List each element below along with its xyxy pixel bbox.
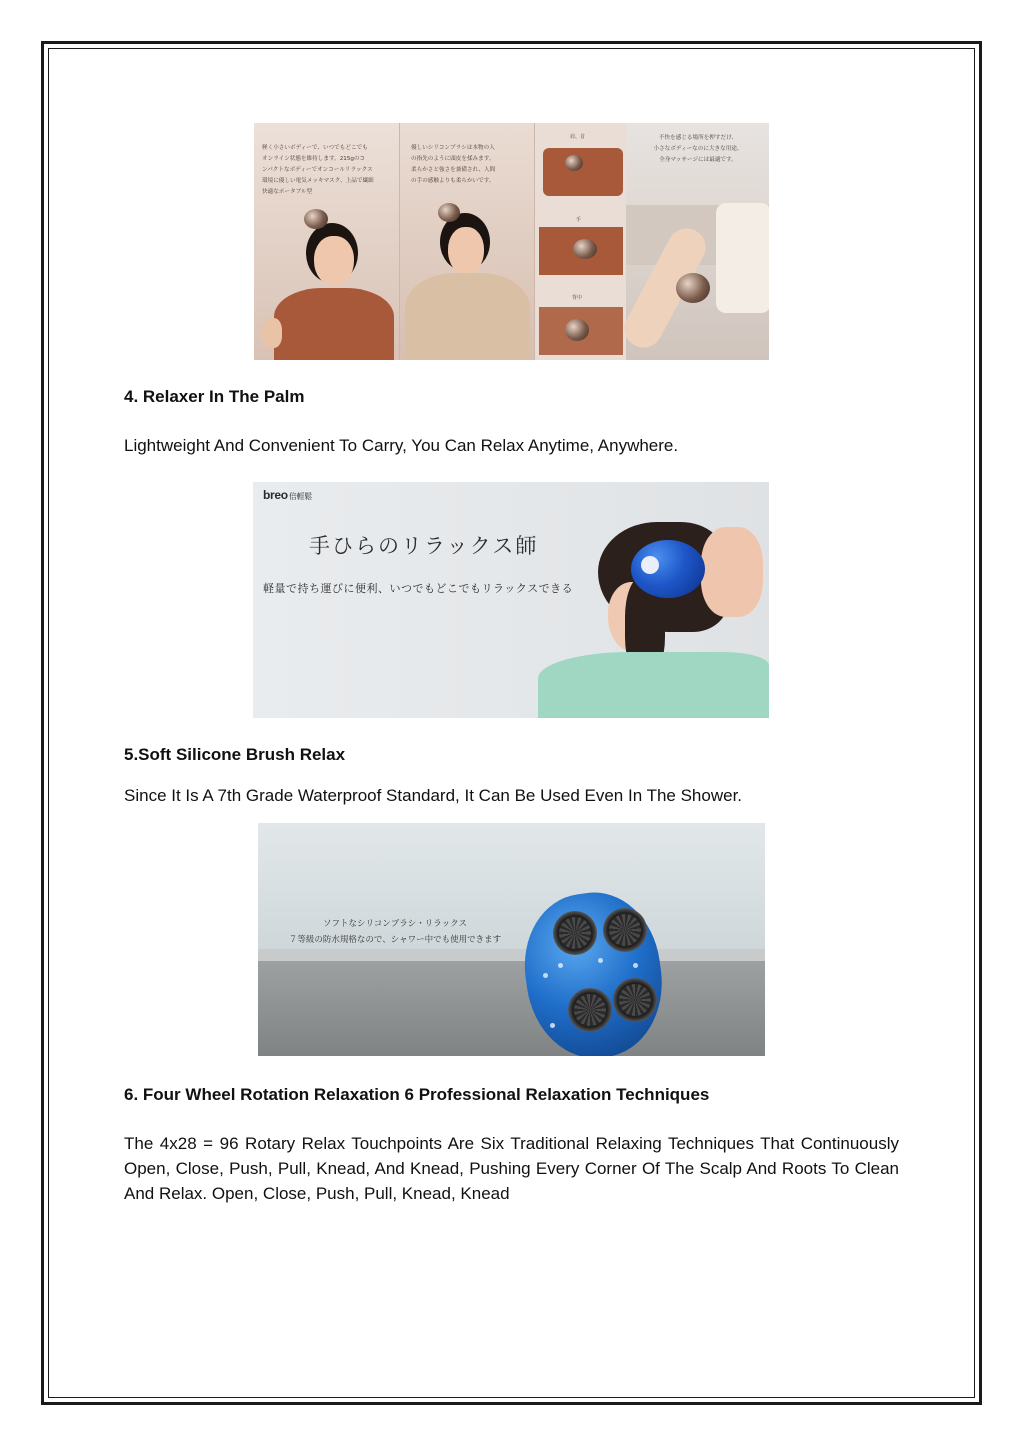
section-5-heading: 5.Soft Silicone Brush Relax	[124, 745, 346, 764]
collage-label-hand: 手	[576, 217, 582, 223]
collage-panel-body-parts	[534, 123, 627, 360]
collage-text-line: 不快を感じる場所を押すだけ、	[658, 135, 738, 141]
water-drop-icon	[543, 973, 548, 978]
brush-head-icon	[613, 978, 657, 1022]
massager-device-icon	[573, 239, 597, 259]
collage-text-line: 優しいシリコンブラシは本物の人	[411, 145, 495, 151]
collage-text-line: 全身マッサージには最適です。	[659, 157, 737, 163]
massager-device-icon	[565, 155, 583, 171]
collage-text-line: 快適なポータブル型	[262, 189, 313, 195]
floor-shape	[258, 961, 765, 1056]
shirt-shape	[274, 288, 394, 360]
section-6-heading: 6. Four Wheel Rotation Relaxation 6 Professional Relaxation Techniques	[124, 1085, 710, 1104]
collage-label-neck: 肩、首	[570, 134, 586, 140]
face-shape	[314, 236, 354, 286]
collage-text-line: の指先のように頭皮を揉みます。	[411, 156, 495, 162]
brush-head-icon	[568, 988, 612, 1032]
banner-subtitle: 軽量で持ち運びに便利、いつでもどこでもリラックスできる	[263, 582, 574, 595]
shirt-shape	[538, 652, 769, 718]
breo-logo-text: breo	[263, 488, 288, 502]
towel-shape	[716, 203, 769, 313]
water-drop-icon	[598, 958, 603, 963]
banner-title: 手ひらのリラックス師	[309, 534, 539, 558]
section-6-body: The 4x28 = 96 Rotary Relax Touchpoints Are Six Traditional Relaxing Techniques That Continuously Open, Close, Push, Pull, Knead, And Knead, Pushing Every Corner Of The Scalp And Roots To Clean And Relax. Open, Close, Push, Pull, Knead, Knead	[124, 1134, 899, 1203]
product-usage-collage-image	[254, 123, 769, 360]
collage-text-line: オンライン状態を維持します。215gのコ	[262, 156, 366, 162]
collage-text-line: 小さなボディーなのに大きな用途、	[653, 146, 743, 152]
collage-text-line: ンパクトなボディーでオンコールリラックス	[262, 167, 373, 173]
hand-shape	[262, 318, 282, 348]
massager-device-icon	[438, 203, 460, 222]
breo-logo	[263, 488, 312, 502]
collage-text-line: 軽く小さいボディーで、いつでもどこでも	[262, 145, 368, 151]
section-4-body: Lightweight And Convenient To Carry, You Can Relax Anytime, Anywhere.	[124, 436, 679, 455]
massager-device-icon	[676, 273, 710, 303]
brush-caption-line1: ソフトなシリコンブラシ・リラックス	[322, 919, 468, 929]
face-shape	[448, 227, 484, 275]
section-5-body: Since It Is A 7th Grade Waterproof Standard, It Can Be Used Even In The Shower.	[124, 786, 743, 805]
collage-label-back: 背中	[572, 295, 583, 301]
massager-device-icon	[565, 319, 589, 341]
device-logo-icon	[641, 556, 659, 574]
collage-text-right	[630, 133, 766, 166]
brush-caption-line2: ７等級の防水規格なので、シャワー中でも使用できます	[288, 935, 502, 945]
brush-head-icon	[603, 908, 647, 952]
palm-relaxer-banner-image	[253, 482, 769, 718]
collage-text-line: 柔らかさと強さを兼備され、人間	[411, 167, 496, 173]
water-drop-icon	[633, 963, 638, 968]
ledge-shape	[258, 949, 765, 961]
neck-photo	[543, 148, 623, 196]
water-drop-icon	[558, 963, 563, 968]
water-drop-icon	[550, 1023, 555, 1028]
brush-head-icon	[553, 911, 597, 955]
collage-text-left	[262, 143, 374, 198]
hand-shape	[701, 527, 763, 617]
collage-text-line: 環境に優しい電気メッキマスク、上品で繊細	[262, 178, 374, 184]
silicone-brush-image	[258, 823, 765, 1056]
massager-device-icon	[304, 209, 328, 229]
collage-text-middle	[411, 143, 495, 187]
shirt-shape	[405, 273, 530, 360]
breo-logo-jp: 倍輕鬆	[288, 492, 312, 501]
section-4-heading: 4. Relaxer In The Palm	[124, 387, 305, 406]
collage-text-line: の手の感触よりも柔らかいです。	[411, 178, 495, 184]
